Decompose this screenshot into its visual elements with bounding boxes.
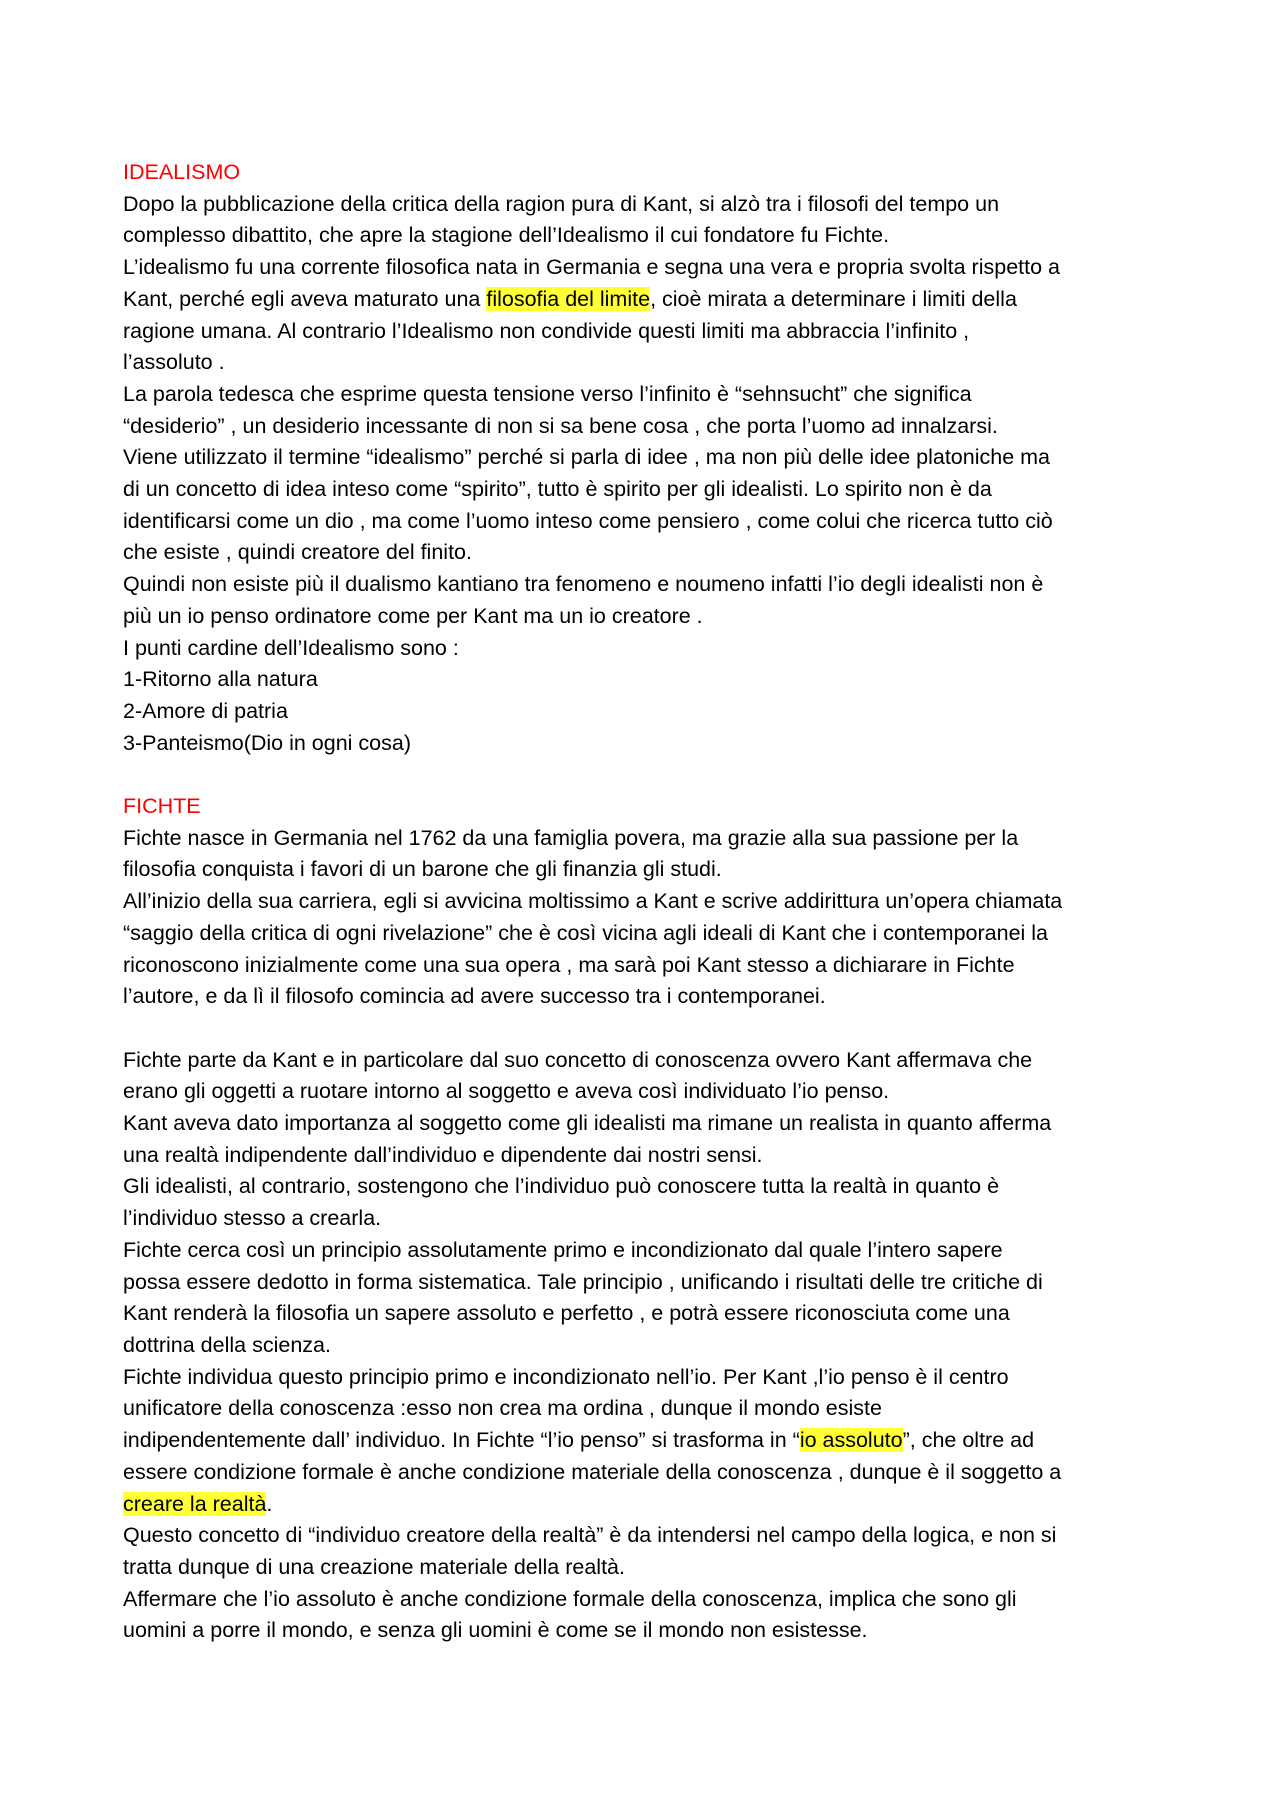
paragraph-line: Fichte nasce in Germania nel 1762 da una famiglia povera, ma grazie alla sua passione per la [123, 825, 1019, 850]
paragraph-line: essere condizione formale è anche condizione materiale della conoscenza , dunque è il soggetto a [123, 1459, 1062, 1484]
text-span: Kant, perché egli aveva maturato una [123, 286, 487, 311]
paragraph-line-with-highlight [123, 1425, 1163, 1457]
paragraph-line: uomini a porre il mondo, e senza gli uomini è come se il mondo non esistesse. [123, 1618, 868, 1643]
paragraph-line: Kant aveva dato importanza al soggetto come gli idealisti ma rimane un realista in quanto afferma [123, 1111, 1052, 1136]
paragraph-line: Quindi non esiste più il dualismo kantiano tra fenomeno e noumeno infatti l’io degli idealisti non è [123, 572, 1044, 597]
paragraph-line: L’idealismo fu una corrente filosofica nata in Germania e segna una vera e propria svolta rispetto a [123, 255, 1060, 280]
paragraph-line: dottrina della scienza. [123, 1332, 331, 1357]
paragraph-line-with-highlight [123, 1489, 1163, 1521]
paragraph-line: più un io penso ordinatore come per Kant ma un io creatore . [123, 603, 703, 628]
highlighted-text-io-assoluto: io assoluto [799, 1428, 903, 1453]
paragraph-line: l’autore, e da lì il filosofo comincia ad avere successo tra i contemporanei. [123, 984, 826, 1009]
section-heading-fichte: FICHTE [123, 794, 201, 819]
paragraph-line: “saggio della critica di ogni rivelazione” che è così vicina agli ideali di Kant che i contemporanei la [123, 920, 1049, 945]
paragraph-line: Gli idealisti, al contrario, sostengono che l’individuo può conoscere tutta la realtà in quanto è [123, 1174, 1000, 1199]
paragraph-line: riconoscono inizialmente come una sua opera , ma sarà poi Kant stesso a dichiarare in Fichte [123, 952, 1015, 977]
paragraph-line: di un concetto di idea inteso come “spirito”, tutto è spirito per gli idealisti. Lo spirito non è da [123, 477, 992, 502]
paragraph-line: Viene utilizzato il termine “idealismo” perché si parla di idee , ma non più delle idee platoniche ma [123, 445, 1050, 470]
blank-line [123, 1013, 1163, 1045]
paragraph-line: ragione umana. Al contrario l’Idealismo non condivide questi limiti ma abbraccia l’infinito , [123, 318, 970, 343]
paragraph-line: Dopo la pubblicazione della critica della ragion pura di Kant, si alzò tra i filosofi del tempo un [123, 191, 1000, 216]
paragraph-line: All’inizio della sua carriera, egli si avvicina moltissimo a Kant e scrive addirittura un’opera chiamata [123, 889, 1063, 914]
paragraph-line: Questo concetto di “individuo creatore della realtà” è da intendersi nel campo della logica, e non si [123, 1523, 1057, 1548]
paragraph-line: identificarsi come un dio , ma come l’uomo inteso come pensiero , come colui che ricerca tutto ciò [123, 508, 1053, 533]
text-span: . [266, 1491, 273, 1516]
list-item: 2-Amore di patria [123, 698, 288, 723]
paragraph-line: unificatore della conoscenza :esso non crea ma ordina , dunque il mondo esiste [123, 1396, 882, 1421]
text-span: indipendentemente dall’ individuo. In Fichte “l’io penso” si trasforma in “ [123, 1428, 800, 1453]
text-span: , cioè mirata a determinare i limiti della [650, 286, 1017, 311]
paragraph-line: l’assoluto . [123, 350, 225, 375]
paragraph-line: “desiderio” , un desiderio incessante di non si sa bene cosa , che porta l’uomo ad innalzarsi. [123, 413, 998, 438]
paragraph-line: complesso dibattito, che apre la stagione dell’Idealismo il cui fondatore fu Fichte. [123, 223, 890, 248]
paragraph-line: tratta dunque di una creazione materiale della realtà. [123, 1554, 625, 1579]
paragraph-line: l’individuo stesso a crearla. [123, 1206, 382, 1231]
paragraph-line: Affermare che l’io assoluto è anche condizione formale della conoscenza, implica che sono gli [123, 1586, 1017, 1611]
paragraph-line: filosofia conquista i favori di un barone che gli finanzia gli studi. [123, 857, 722, 882]
paragraph-line: Fichte parte da Kant e in particolare dal suo concetto di conoscenza ovvero Kant affermava che [123, 1047, 1033, 1072]
list-item: 1-Ritorno alla natura [123, 667, 318, 692]
paragraph-line: Fichte cerca così un principio assolutamente primo e incondizionato dal quale l’intero sapere [123, 1237, 1003, 1262]
section-heading-idealismo: IDEALISMO [123, 160, 241, 184]
paragraph-line: possa essere dedotto in forma sistematica. Tale principio , unificando i risultati delle tre critiche di [123, 1269, 1043, 1294]
paragraph-line: erano gli oggetti a ruotare intorno al soggetto e aveva così individuato l’io penso. [123, 1079, 890, 1104]
text-span: ”, che oltre ad [902, 1428, 1035, 1453]
paragraph-line: che esiste , quindi creatore del finito. [123, 540, 472, 565]
highlighted-text-creare-la-realta: creare la realtà [123, 1491, 267, 1516]
highlighted-text-filosofia-del-limite: filosofia del limite [486, 286, 651, 311]
paragraph-line: La parola tedesca che esprime questa tensione verso l’infinito è “sehnsucht” che significa [123, 381, 972, 406]
document-body [123, 157, 1163, 1647]
paragraph-line: Kant renderà la filosofia un sapere assoluto e perfetto , e potrà essere riconosciuta come una [123, 1301, 1010, 1326]
list-item: 3-Panteismo(Dio in ogni cosa) [123, 730, 411, 755]
paragraph-line: una realtà indipendente dall’individuo e dipendente dai nostri sensi. [123, 1142, 763, 1167]
blank-line [123, 759, 1163, 791]
paragraph-line: I punti cardine dell’Idealismo sono : [123, 635, 459, 660]
paragraph-line: Fichte individua questo principio primo e incondizionato nell’io. Per Kant ,l’io penso è il centro [123, 1364, 1009, 1389]
paragraph-line-with-highlight [123, 284, 1163, 316]
